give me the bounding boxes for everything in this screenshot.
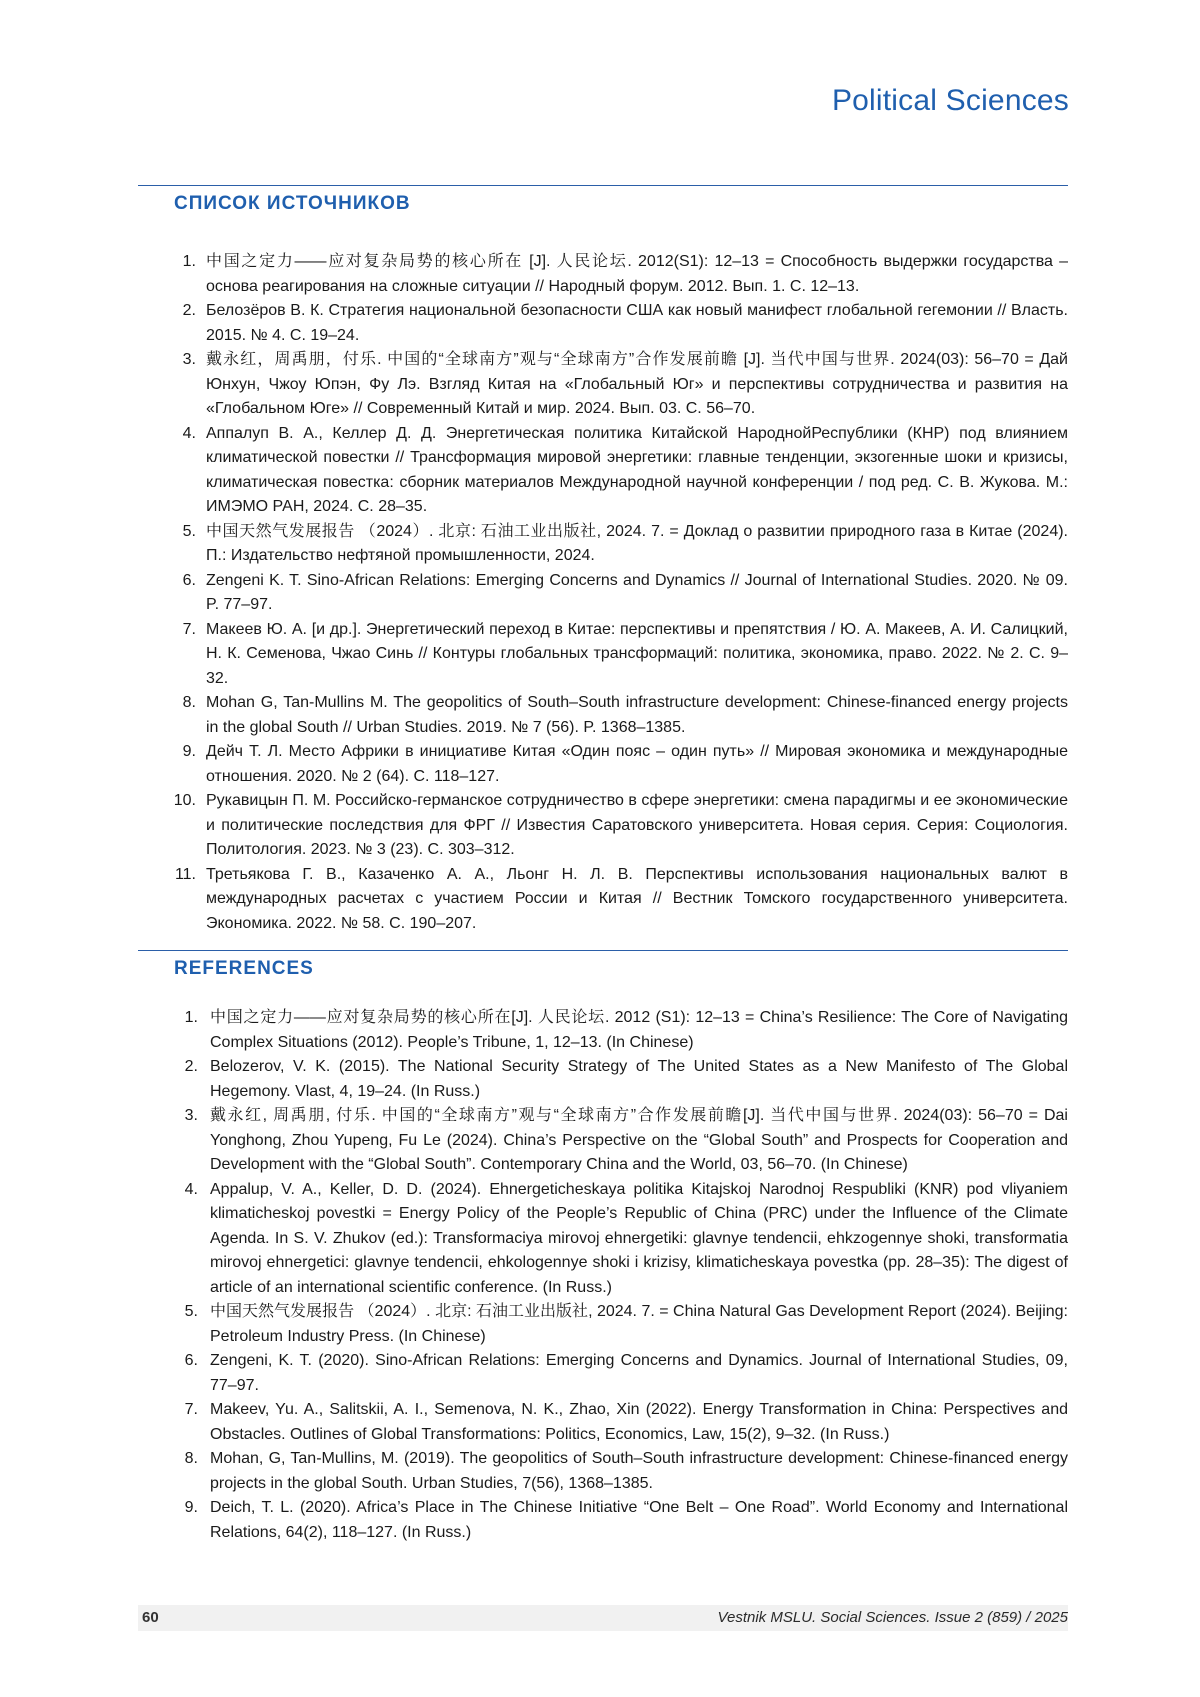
reference-item bbox=[174, 863, 1068, 937]
reference-text: 中国之定力——应对复杂局势的核心所在[J]. 人民论坛. 2012 (S1): 12–13 = China’s Resilience: The Core of Navigating Complex Situations (2012). People’s Tribune, 1, 12–13. (In Chinese) bbox=[210, 1009, 1068, 1051]
reference-item bbox=[174, 422, 1068, 520]
reference-item bbox=[174, 520, 1068, 569]
reference-number: 3. bbox=[170, 1104, 198, 1129]
reference-number: 5. bbox=[170, 1300, 198, 1325]
reference-number: 2. bbox=[168, 299, 196, 324]
reference-item bbox=[174, 1055, 1068, 1104]
reference-text: Аппалуп В. А., Келлер Д. Д. Энергетическая политика Китайской НароднойРеспублики (КНР) под влиянием климатической повестки // Трансформация мировой энергетики: главные тенденции, экзогенные шоки и кризисы, климатическая повестка: сборник материалов Международной научной конференции / под ред. С. В. Жукова. М.: ИМЭМО РАН, 2024. С. 28–35. bbox=[206, 425, 1068, 516]
reference-number: 5. bbox=[168, 520, 196, 545]
reference-number: 7. bbox=[170, 1398, 198, 1423]
reference-item bbox=[174, 250, 1068, 299]
english-reference-list bbox=[174, 1006, 1068, 1545]
reference-number: 4. bbox=[170, 1178, 198, 1203]
reference-number: 11. bbox=[168, 863, 196, 888]
reference-item bbox=[174, 1496, 1068, 1545]
journal-title: Vestnik MSLU. Social Sciences. Issue 2 (859) / 2025 bbox=[718, 1609, 1068, 1626]
reference-item bbox=[174, 1104, 1068, 1178]
journal-section-title: Political Sciences bbox=[832, 84, 1069, 118]
reference-text: 中国天然气发展报告 （2024）. 北京: 石油工业出版社, 2024. 7. = Доклад о развитии природного газа в Китае (2024). П.: Издательство нефтяной промышленности, 2024. bbox=[206, 523, 1068, 565]
reference-text: Дейч Т. Л. Место Африки в инициативе Китая «Один пояс – один путь» // Мировая экономика и международные отношения. 2020. № 2 (64). С. 118–127. bbox=[206, 743, 1068, 785]
reference-item bbox=[174, 299, 1068, 348]
reference-number: 9. bbox=[168, 740, 196, 765]
reference-text: Белозёров В. К. Стратегия национальной безопасности США как новый манифест глобальной гегемонии // Власть. 2015. № 4. С. 19–24. bbox=[206, 302, 1068, 344]
reference-item bbox=[174, 1398, 1068, 1447]
reference-text: Рукавицын П. М. Российско-германское сотрудничество в сфере энергетики: смена парадигмы и ее экономические и политические последствия для ФРГ // Известия Саратовского университета. Новая серия. Серия: Социология. Политология. 2023. № 3 (23). С. 303–312. bbox=[206, 792, 1068, 858]
page-number: 60 bbox=[142, 1609, 159, 1626]
reference-text: 戴永红，周禹朋，付乐. 中国的“全球南方”观与“全球南方”合作发展前瞻 [J]. 当代中国与世界. 2024(03): 56–70 = Дай Юнхун, Чжоу Юпэн, Фу Лэ. Взгляд Китая на «Глобальный Юг» и перспективы сотрудничества и развития на «Глобальном Юге» // Современный Китай и мир. 2024. Вып. 03. С. 56–70. bbox=[206, 351, 1068, 417]
reference-text: Belozerov, V. K. (2015). The National Security Strategy of The United States as a New Manifesto of The Global Hegemony. Vlast, 4, 19–24. (In Russ.) bbox=[210, 1058, 1068, 1100]
reference-number: 2. bbox=[170, 1055, 198, 1080]
reference-text: Zengeni K. T. Sino-African Relations: Emerging Concerns and Dynamics // Journal of International Studies. 2020. № 09. P. 77–97. bbox=[206, 572, 1068, 614]
page-footer bbox=[138, 1605, 1068, 1631]
reference-text: Deich, T. L. (2020). Africa’s Place in The Chinese Initiative “One Belt – One Road”. World Economy and International Relations, 64(2), 118–127. (In Russ.) bbox=[210, 1499, 1068, 1541]
reference-number: 1. bbox=[170, 1006, 198, 1031]
reference-number: 10. bbox=[168, 789, 196, 814]
reference-text: Mohan, G, Tan-Mullins, M. (2019). The geopolitics of South–South infrastructure development: Chinese-financed energy projects in the global South. Urban Studies, 7(56), 1368–1385. bbox=[210, 1450, 1068, 1492]
reference-text: Макеев Ю. А. [и др.]. Энергетический переход в Китае: перспективы и препятствия / Ю. А. Макеев, А. И. Салицкий, Н. К. Семенова, Чжао Синь // Контуры глобальных трансформаций: политика, экономика, право. 2022. № 2. С. 9–32. bbox=[206, 621, 1068, 687]
reference-item bbox=[174, 789, 1068, 863]
reference-item bbox=[174, 348, 1068, 422]
reference-text: 中国天然气发展报告 （2024）. 北京: 石油工业出版社, 2024. 7. = China Natural Gas Development Report (2024). Beijing: Petroleum Industry Press. (In Chinese) bbox=[210, 1303, 1068, 1345]
reference-item bbox=[174, 1447, 1068, 1496]
reference-text: 戴永红, 周禹朋, 付乐. 中国的“全球南方”观与“全球南方”合作发展前瞻[J]. 当代中国与世界. 2024(03): 56–70 = Dai Yonghong, Zhou Yupeng, Fu Le (2024). China’s Perspective on the “Global South” and Prospects for Cooperation and Development with the “Global South”. Contemporary China and the World, 03, 56–70. (In Chinese) bbox=[210, 1107, 1068, 1173]
section-rule-middle bbox=[138, 950, 1068, 951]
reference-item bbox=[174, 691, 1068, 740]
russian-references-heading: СПИСОК ИСТОЧНИКОВ bbox=[174, 193, 411, 215]
reference-text: Appalup, V. A., Keller, D. D. (2024). Ehnergeticheskaya politika Kitajskoj Narodnoj Respubliki (KNR) pod vliyaniem klimaticheskoj povestki = Energy Policy of the People’s Republic of China (PRC) under the Influence of the Climate Agenda. In S. V. Zhukov (ed.): Transformaciya mirovoj ehnergetiki: glavnye tendencii, ehkzogennye shoki, transformatia mirovoj ehnergetici: glavnye tendencii, ehkologennye shoki i krizisy, klimaticheskaya povestka (pp. 28–35): The digest of article of an international scientific conference. (In Russ.) bbox=[210, 1181, 1068, 1296]
reference-text: Zengeni, K. T. (2020). Sino-African Relations: Emerging Concerns and Dynamics. Journal of International Studies, 09, 77–97. bbox=[210, 1352, 1068, 1394]
reference-item bbox=[174, 740, 1068, 789]
reference-text: Mohan G, Tan-Mullins M. The geopolitics of South–South infrastructure development: Chinese-financed energy projects in the global South // Urban Studies. 2019. № 7 (56). P. 1368–1385. bbox=[206, 694, 1068, 736]
section-rule-top bbox=[138, 185, 1068, 186]
reference-number: 6. bbox=[168, 569, 196, 594]
reference-number: 6. bbox=[170, 1349, 198, 1374]
reference-item bbox=[174, 618, 1068, 692]
reference-number: 7. bbox=[168, 618, 196, 643]
reference-text: 中国之定力——应对复杂局势的核心所在 [J]. 人民论坛. 2012(S1): 12–13 = Способность выдержки государства – основа реагирования на сложные ситуации // Народный форум. 2012. Вып. 1. С. 12–13. bbox=[206, 253, 1068, 295]
english-references-heading: REFERENCES bbox=[174, 958, 314, 980]
reference-item bbox=[174, 1300, 1068, 1349]
reference-number: 8. bbox=[170, 1447, 198, 1472]
reference-item bbox=[174, 1006, 1068, 1055]
reference-number: 4. bbox=[168, 422, 196, 447]
reference-item bbox=[174, 569, 1068, 618]
reference-number: 3. bbox=[168, 348, 196, 373]
reference-number: 8. bbox=[168, 691, 196, 716]
reference-text: Третьякова Г. В., Казаченко А. А., Льонг Н. Л. В. Перспективы использования национальных валют в международных расчетах с участием России и Китая // Вестник Томского государственного университета. Экономика. 2022. № 58. С. 190–207. bbox=[206, 866, 1068, 932]
russian-reference-list bbox=[174, 250, 1068, 936]
reference-number: 9. bbox=[170, 1496, 198, 1521]
reference-item bbox=[174, 1178, 1068, 1301]
reference-number: 1. bbox=[168, 250, 196, 275]
reference-text: Makeev, Yu. A., Salitskii, A. I., Semenova, N. K., Zhao, Xin (2022). Energy Transformation in China: Perspectives and Obstacles. Outlines of Global Transformations: Politics, Economics, Law, 15(2), 9–32. (In Russ.) bbox=[210, 1401, 1068, 1443]
reference-item bbox=[174, 1349, 1068, 1398]
